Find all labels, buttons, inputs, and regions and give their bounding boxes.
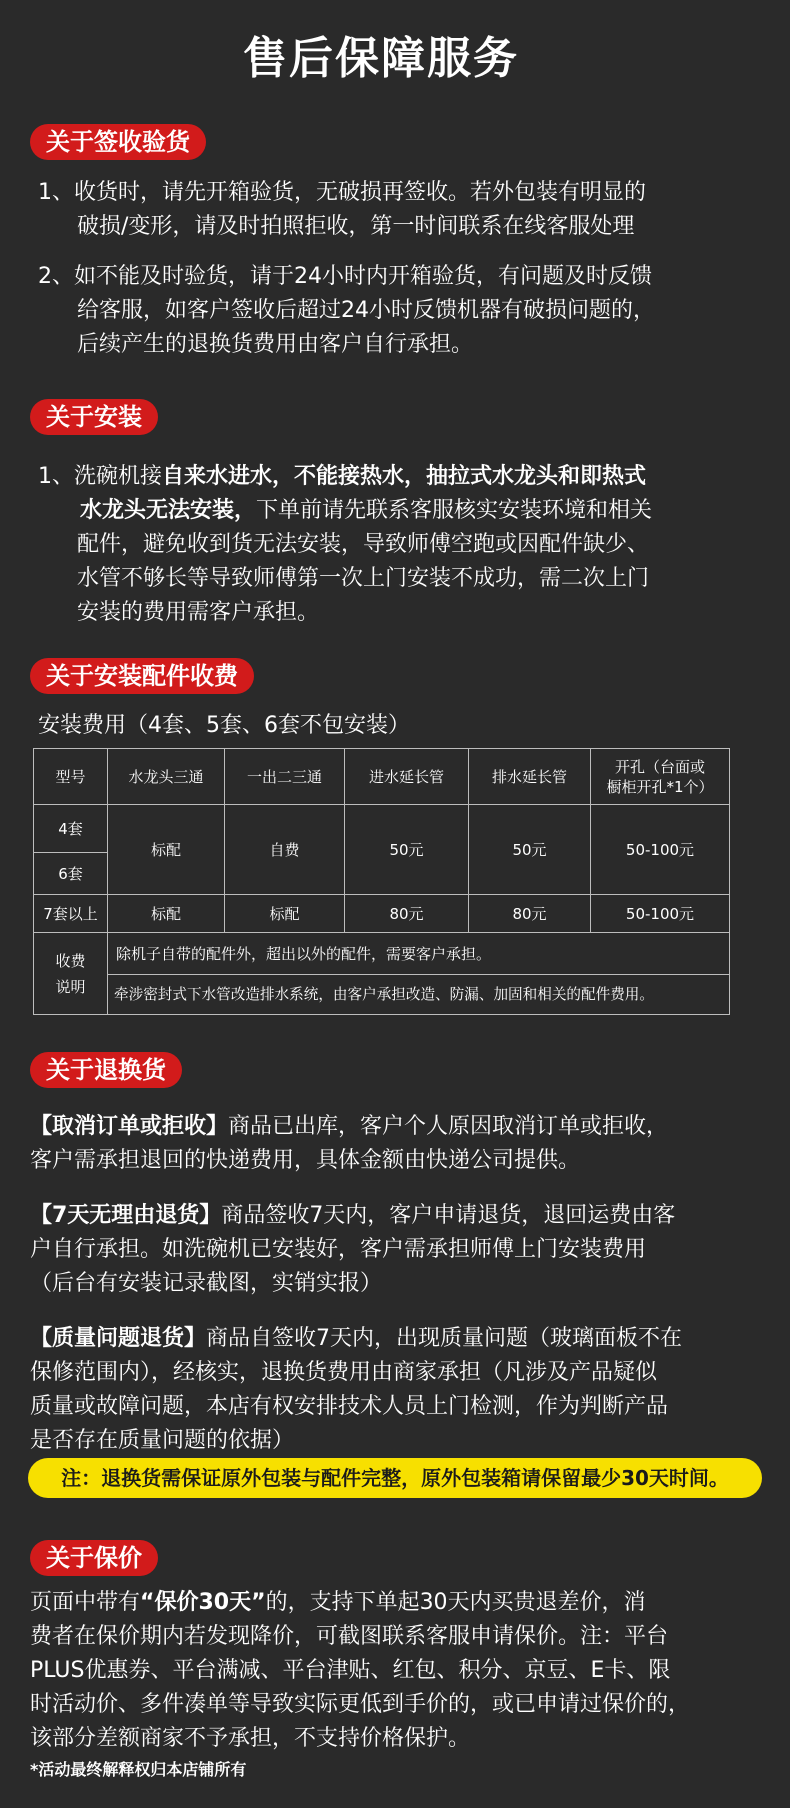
install-line2-bold: 水龙头无法安装， <box>80 498 257 523</box>
header-drilling-line2: 橱柜开孔*1个） <box>606 777 714 796</box>
cell-note-label <box>34 933 108 1015</box>
returns-seven-label: 【7天无理由退货】 <box>30 1203 222 1228</box>
header-faucet-tee: 水龙头三通 <box>108 749 225 805</box>
install-line1-pre: 1、洗碗机接 <box>38 464 162 489</box>
section-heading-install: 关于安装 <box>30 399 158 435</box>
price-line1-bold: “保价30天” <box>140 1590 266 1615</box>
cell-drilling: 50-100元 <box>591 895 730 933</box>
section-heading-price: 关于保价 <box>30 1540 158 1576</box>
fee-table <box>33 748 730 1015</box>
install-line4: 水管不够长等导致师傅第一次上门安装不成功，需二次上门 <box>77 566 650 591</box>
cell-inlet-pipe: 50元 <box>345 805 469 895</box>
price-line1-pre: 页面中带有 <box>30 1590 141 1615</box>
page-title: 售后保障服务 <box>243 33 519 84</box>
returns-seven-line3: （后台有安装记录截图，实销实报） <box>30 1271 383 1296</box>
section-heading-receipt: 关于签收验货 <box>30 124 206 160</box>
price-paragraph <box>30 1586 690 1756</box>
table-row <box>34 805 730 853</box>
returns-quality <box>30 1322 682 1458</box>
cell-split-tee: 自费 <box>225 805 345 895</box>
fees-subtitle: 安装费用（4套、5套、6套不包安装） <box>38 713 410 738</box>
install-item-1 <box>38 460 652 630</box>
returns-quality-line3: 质量或故障问题，本店有权安排技术人员上门检测，作为判断产品 <box>30 1394 669 1419</box>
receipt-item-1-line2: 破损/变形，请及时拍照拒收，第一时间联系在线客服处理 <box>77 214 635 239</box>
cell-drain-pipe: 50元 <box>469 805 591 895</box>
cell-note-2: 牵涉密封式下水管改造排水系统，由客户承担改造、防漏、加固和相关的配件费用。 <box>108 975 730 1015</box>
table-header-row <box>34 749 730 805</box>
cell-faucet-tee: 标配 <box>108 895 225 933</box>
cell-note-1: 除机子自带的配件外，超出以外的配件，需要客户承担。 <box>108 933 730 975</box>
returns-cancel-line1: 商品已出库，客户个人原因取消订单或拒收， <box>228 1114 669 1139</box>
cell-model-4: 4套 <box>34 805 108 853</box>
table-note-row <box>34 975 730 1015</box>
receipt-item-2-line2: 给客服，如客户签收后超过24小时反馈机器有破损问题的， <box>77 298 655 323</box>
install-line5: 安装的费用需客户承担。 <box>77 600 320 625</box>
cell-drilling: 50-100元 <box>591 805 730 895</box>
receipt-item-1-line1: 1、收货时，请先开箱验货，无破损再签收。若外包装有明显的 <box>38 180 646 205</box>
cell-model-6: 6套 <box>34 853 108 895</box>
footer-disclaimer: *活动最终解释权归本店铺所有 <box>30 1760 247 1779</box>
header-drain-pipe: 排水延长管 <box>469 749 591 805</box>
header-inlet-pipe: 进水延长管 <box>345 749 469 805</box>
returns-seven-line2: 户自行承担。如洗碗机已安装好，客户需承担师傅上门安装费用 <box>30 1237 647 1262</box>
cell-split-tee: 标配 <box>225 895 345 933</box>
returns-seven-day <box>30 1199 675 1301</box>
returns-quality-label: 【质量问题退货】 <box>30 1326 207 1351</box>
receipt-item-2-line3: 后续产生的退换货费用由客户自行承担。 <box>77 332 474 357</box>
returns-quality-line4: 是否存在质量问题的依据） <box>30 1428 295 1453</box>
note-label-line2: 说明 <box>55 977 86 996</box>
install-line1-bold: 自来水进水，不能接热水，抽拉式水龙头和即热式 <box>162 464 647 489</box>
price-line4: 时活动价、多件凑单等导致实际更低到手价的，或已申请过保价的， <box>30 1692 691 1717</box>
table-row <box>34 895 730 933</box>
returns-quality-line2: 保修范围内），经核实，退换货费用由商家承担（凡涉及产品疑似 <box>30 1360 658 1385</box>
section-heading-returns: 关于退换货 <box>30 1052 182 1088</box>
price-line2: 费者在保价期内若发现降价，可截图联系客服申请保价。注：平台 <box>30 1624 669 1649</box>
section-heading-fees: 关于安装配件收费 <box>30 658 254 694</box>
cell-model-7plus: 7套以上 <box>34 895 108 933</box>
cell-drain-pipe: 80元 <box>469 895 591 933</box>
receipt-item-1 <box>38 176 646 244</box>
install-line2-rest: 下单前请先联系客服核实安装环境和相关 <box>256 498 653 523</box>
header-model: 型号 <box>34 749 108 805</box>
cell-inlet-pipe: 80元 <box>345 895 469 933</box>
price-line1-rest: 的，支持下单起30天内买贵退差价，消 <box>265 1590 646 1615</box>
receipt-item-2 <box>38 260 655 362</box>
install-line3: 配件，避免收到货无法安装，导致师傅空跑或因配件缺少、 <box>77 532 650 557</box>
table-note-row <box>34 933 730 975</box>
returns-seven-line1: 商品签收7天内，客户申请退货，退回运费由客 <box>221 1203 676 1228</box>
price-line5: 该部分差额商家不予承担，不支持价格保护。 <box>30 1726 471 1751</box>
header-drilling <box>591 749 730 805</box>
returns-note-bar: 注：退换货需保证原外包装与配件完整，原外包装箱请保留最少30天时间。 <box>28 1458 762 1498</box>
returns-cancel <box>30 1110 668 1178</box>
returns-quality-line1: 商品自签收7天内，出现质量问题（玻璃面板不在 <box>206 1326 683 1351</box>
price-line3: PLUS优惠券、平台满减、平台津贴、红包、积分、京豆、E卡、限 <box>30 1658 671 1683</box>
returns-cancel-label: 【取消订单或拒收】 <box>30 1114 229 1139</box>
header-split-tee: 一出二三通 <box>225 749 345 805</box>
header-drilling-line1: 开孔（台面或 <box>614 757 705 776</box>
note-label-line1: 收费 <box>55 951 86 970</box>
cell-faucet-tee: 标配 <box>108 805 225 895</box>
receipt-item-2-line1: 2、如不能及时验货，请于24小时内开箱验货，有问题及时反馈 <box>38 264 652 289</box>
returns-cancel-line2: 客户需承担退回的快递费用，具体金额由快递公司提供。 <box>30 1148 581 1173</box>
